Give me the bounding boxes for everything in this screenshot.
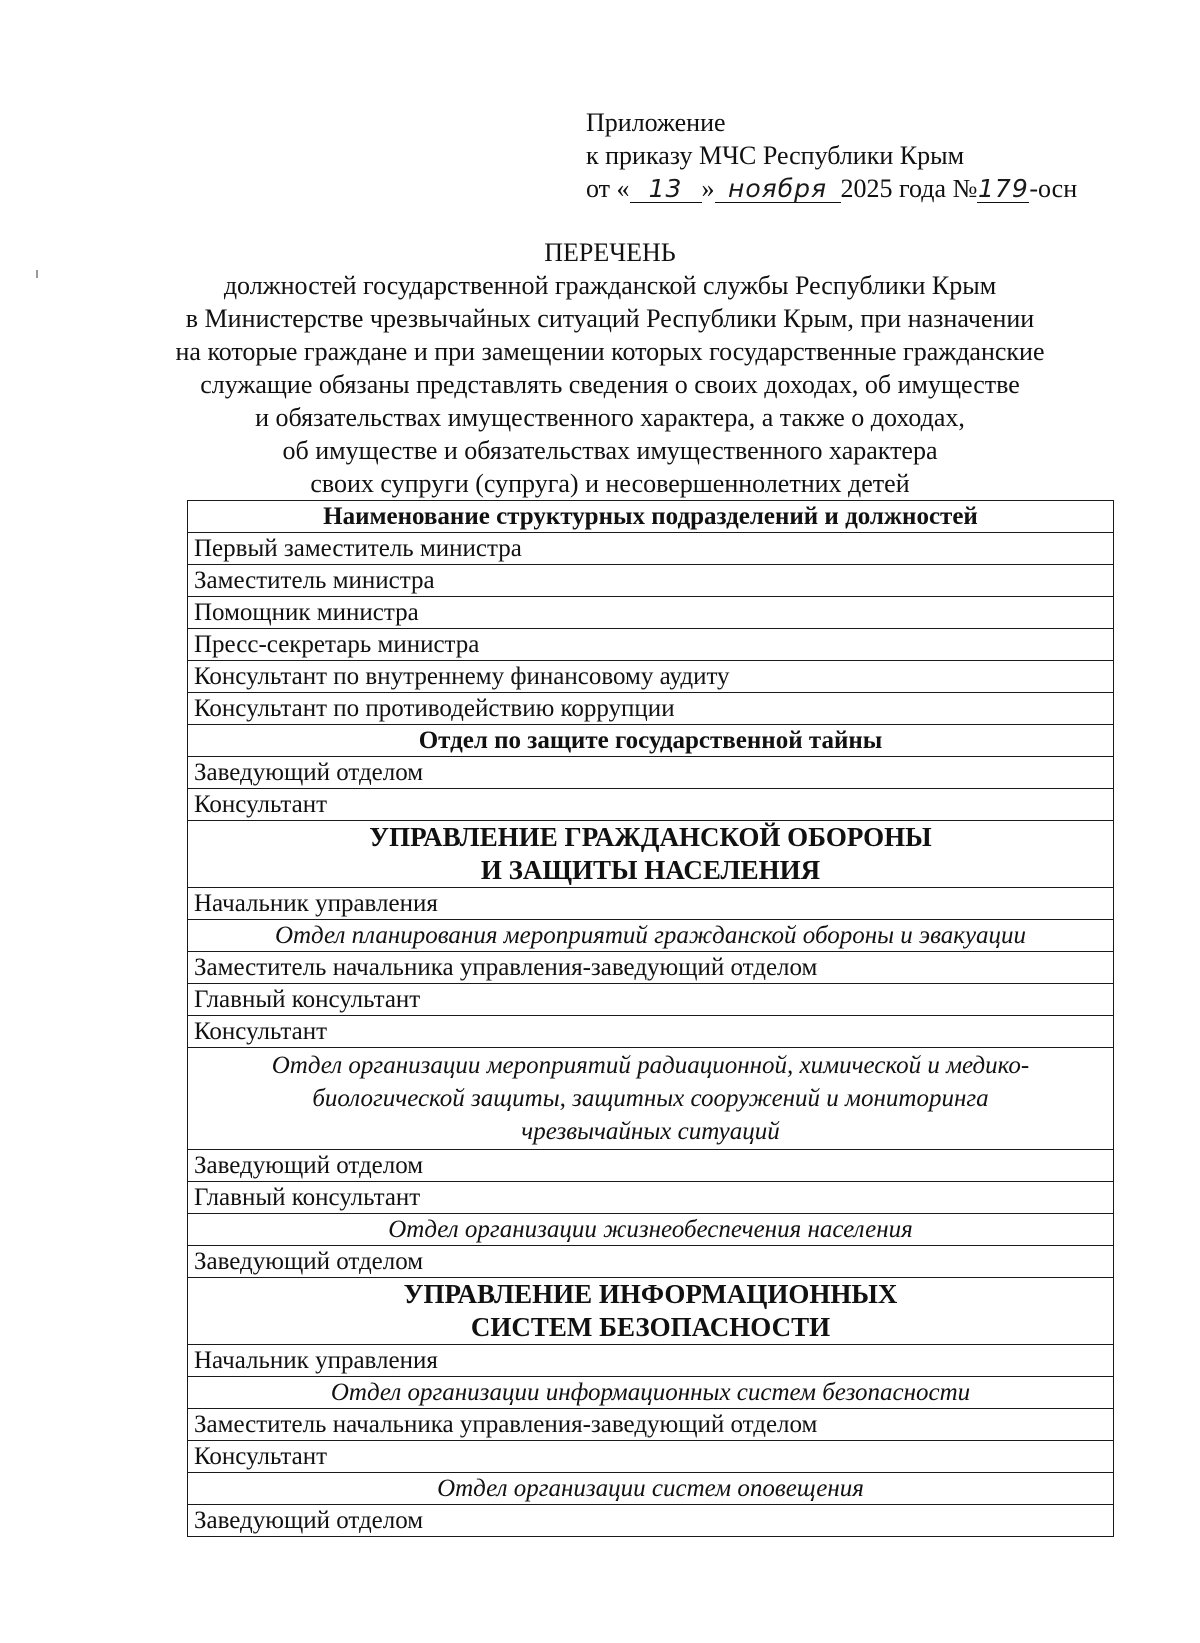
subdivision-line: биологической защиты, защитных сооружений и мониторинга <box>312 1085 989 1112</box>
appendix-block <box>586 106 1077 205</box>
date-prefix: от « <box>586 174 630 203</box>
title-line: об имуществе и обязательствах имущественного характера <box>282 436 938 465</box>
subdivision-heading: Отдел организации систем оповещения <box>188 1473 1114 1505</box>
table-row <box>188 1150 1114 1182</box>
position-cell: Заместитель начальника управления-заведующий отделом <box>188 1409 1114 1441</box>
directorate-line: УПРАВЛЕНИЕ ИНФОРМАЦИОННЫХ <box>403 1279 898 1309</box>
table-row <box>188 1377 1114 1409</box>
position-cell: Консультант <box>188 1016 1114 1048</box>
order-reference: к приказу МЧС Республики Крым <box>586 141 965 170</box>
table-row <box>188 821 1114 888</box>
table-row <box>188 565 1114 597</box>
position-cell: Заместитель министра <box>188 565 1114 597</box>
handwritten-day: 13 <box>630 176 702 203</box>
position-cell: Заместитель начальника управления-заведующий отделом <box>188 952 1114 984</box>
date-mid: » <box>701 174 715 203</box>
subdivision-line: Отдел организации мероприятий радиационной, химической и медико- <box>271 1052 1030 1079</box>
position-cell: Заведующий отделом <box>188 1246 1114 1278</box>
table-row <box>188 1246 1114 1278</box>
table-row <box>188 1409 1114 1441</box>
table-row <box>188 789 1114 821</box>
table-row <box>188 1048 1114 1150</box>
title-line: и обязательствах имущественного характера, а также о доходах, <box>255 403 965 432</box>
position-cell: Начальник управления <box>188 1345 1114 1377</box>
year-text: 2025 года № <box>840 174 978 203</box>
table-row <box>188 693 1114 725</box>
position-cell: Заведующий отделом <box>188 1150 1114 1182</box>
position-cell: Помощник министра <box>188 597 1114 629</box>
position-cell: Консультант <box>188 789 1114 821</box>
position-cell: Консультант <box>188 1441 1114 1473</box>
position-cell: Пресс-секретарь министра <box>188 629 1114 661</box>
subdivision-line: чрезвычайных ситуаций <box>521 1118 780 1145</box>
handwritten-order-number: 179 <box>978 174 1029 203</box>
table-row <box>188 661 1114 693</box>
table-row <box>188 1345 1114 1377</box>
table-row <box>188 1278 1114 1345</box>
table-row <box>188 597 1114 629</box>
table-row <box>188 920 1114 952</box>
table-row <box>188 1016 1114 1048</box>
position-cell: Консультант по противодействию коррупции <box>188 693 1114 725</box>
table-row <box>188 1182 1114 1214</box>
table-row <box>188 757 1114 789</box>
directorate-heading <box>188 1278 1114 1345</box>
position-cell: Консультант по внутреннему финансовому аудиту <box>188 661 1114 693</box>
directorate-line: УПРАВЛЕНИЕ ГРАЖДАНСКОЙ ОБОРОНЫ <box>369 822 932 852</box>
title-line: своих супруги (супруга) и несовершеннолетних детей <box>310 469 910 498</box>
table-header: Наименование структурных подразделений и должностей <box>188 501 1114 533</box>
directorate-line: И ЗАЩИТЫ НАСЕЛЕНИЯ <box>480 855 821 885</box>
table-row <box>188 1473 1114 1505</box>
position-cell: Главный консультант <box>188 984 1114 1016</box>
title-heading: ПЕРЕЧЕНЬ <box>544 238 676 267</box>
table-row <box>188 952 1114 984</box>
subdivision-heading: Отдел планирования мероприятий гражданской обороны и эвакуации <box>188 920 1114 952</box>
department-heading: Отдел по защите государственной тайны <box>188 725 1114 757</box>
positions-table <box>187 500 1114 1537</box>
directorate-line: СИСТЕМ БЕЗОПАСНОСТИ <box>470 1312 831 1342</box>
subdivision-heading: Отдел организации информационных систем безопасности <box>188 1377 1114 1409</box>
subdivision-heading: Отдел организации жизнеобеспечения населения <box>188 1214 1114 1246</box>
table-row <box>188 888 1114 920</box>
table-row <box>188 1441 1114 1473</box>
table-row <box>188 533 1114 565</box>
position-cell: Заведующий отделом <box>188 1505 1114 1537</box>
table-row <box>188 629 1114 661</box>
position-cell: Первый заместитель министра <box>188 533 1114 565</box>
position-cell: Начальник управления <box>188 888 1114 920</box>
table-row <box>188 725 1114 757</box>
document-title <box>150 236 1070 500</box>
table-row <box>188 1214 1114 1246</box>
title-line: должностей государственной гражданской службы Республики Крым <box>223 271 997 300</box>
title-line: на которые граждане и при замещении которых государственные гражданские <box>175 337 1045 366</box>
directorate-heading <box>188 821 1114 888</box>
table-row <box>188 1505 1114 1537</box>
order-date-line <box>586 172 1077 205</box>
scan-mark <box>36 270 38 278</box>
table-row <box>188 984 1114 1016</box>
title-line: в Министерстве чрезвычайных ситуаций Республики Крым, при назначении <box>185 304 1035 333</box>
position-cell: Главный консультант <box>188 1182 1114 1214</box>
position-cell: Заведующий отделом <box>188 757 1114 789</box>
table-header-row <box>188 501 1114 533</box>
handwritten-month: ноября <box>715 176 841 203</box>
subdivision-heading <box>188 1048 1114 1150</box>
order-suffix: -осн <box>1029 174 1078 203</box>
appendix-label: Приложение <box>586 108 726 137</box>
title-line: служащие обязаны представлять сведения о своих доходах, об имуществе <box>200 370 1020 399</box>
